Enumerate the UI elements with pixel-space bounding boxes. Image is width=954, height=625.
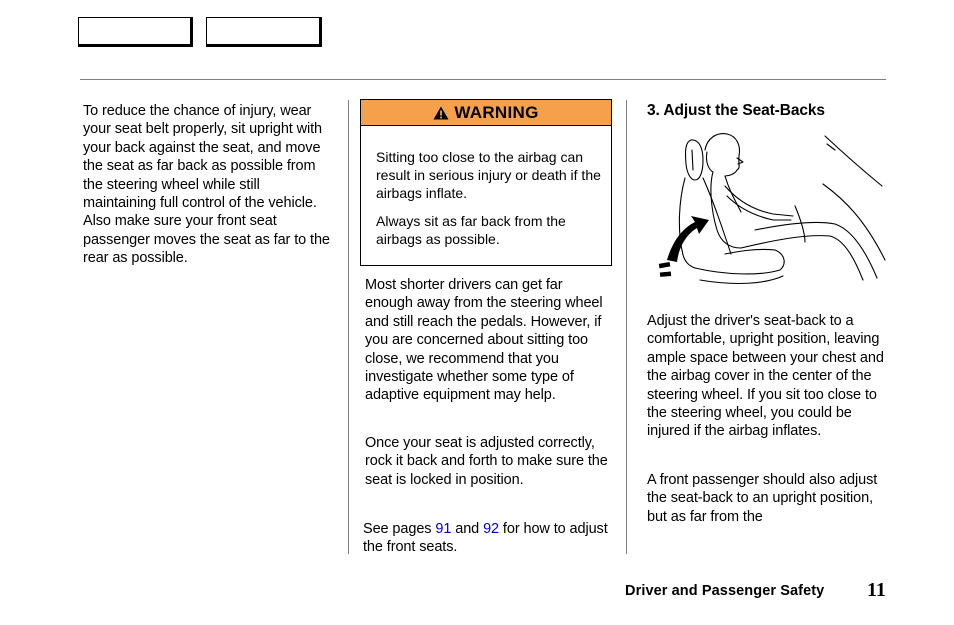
warning-box: [360, 99, 612, 266]
warning-header: [361, 100, 611, 126]
see-pages-paragraph: [363, 520, 613, 557]
header-rule: [80, 79, 886, 80]
page-link-91[interactable]: 91: [435, 521, 452, 537]
warning-text-2: Always sit as far back from the airbags as possible.: [376, 213, 566, 248]
intro-paragraph: To reduce the chance of injury, wear your seat belt properly, sit upright with your back against the seat, and move the seat as far back as possible from the steering wheel while still maintaining full control of the vehicle. Also make sure your front seat passenger moves the seat as far to the rear as possible.: [83, 103, 330, 267]
driver-seatback-paragraph: Adjust the driver's seat-back to a comfortable, upright position, leaving ample space between your chest and the airbag cover in the center of the steering wheel. If you sit too close to the steering wheel, you could be injured if the airbag inflates.: [647, 313, 884, 440]
see-pages-middle: and: [451, 521, 484, 537]
passenger-seatback-paragraph: A front passenger should also adjust the seat-back to an upright position, but as far from the: [647, 472, 878, 525]
seat-lock-paragraph: Once your seat is adjusted correctly, rock it back and forth to make sure the seat is locked in position.: [365, 435, 608, 488]
page-number: 11: [867, 579, 886, 601]
warning-title: WARNING: [454, 102, 539, 122]
column-divider-right: [626, 100, 627, 554]
seat-adjustment-illustration: [655, 130, 887, 288]
column-divider-left: [348, 100, 349, 554]
see-pages-prefix: See pages: [363, 521, 436, 537]
nav-tab-box-right[interactable]: [206, 17, 322, 47]
section-heading: 3. Adjust the Seat-Backs: [647, 102, 825, 119]
warning-triangle-icon: [433, 106, 449, 120]
page-link-92[interactable]: 92: [483, 521, 499, 537]
shorter-drivers-paragraph: Most shorter drivers can get far enough away from the steering wheel and still reach the pedals. However, if you are concerned about sitting too close, we recommend that you investigate whether some type of adaptive equipment may help.: [365, 277, 603, 404]
warning-text-1: Sitting too close to the airbag can result in serious injury or death if the airbags inflate.: [376, 149, 601, 202]
see-pages-suffix: for how to adjust the front seats.: [363, 521, 608, 556]
footer-section-title: Driver and Passenger Safety: [625, 583, 825, 599]
nav-tab-box-left[interactable]: [78, 17, 193, 47]
